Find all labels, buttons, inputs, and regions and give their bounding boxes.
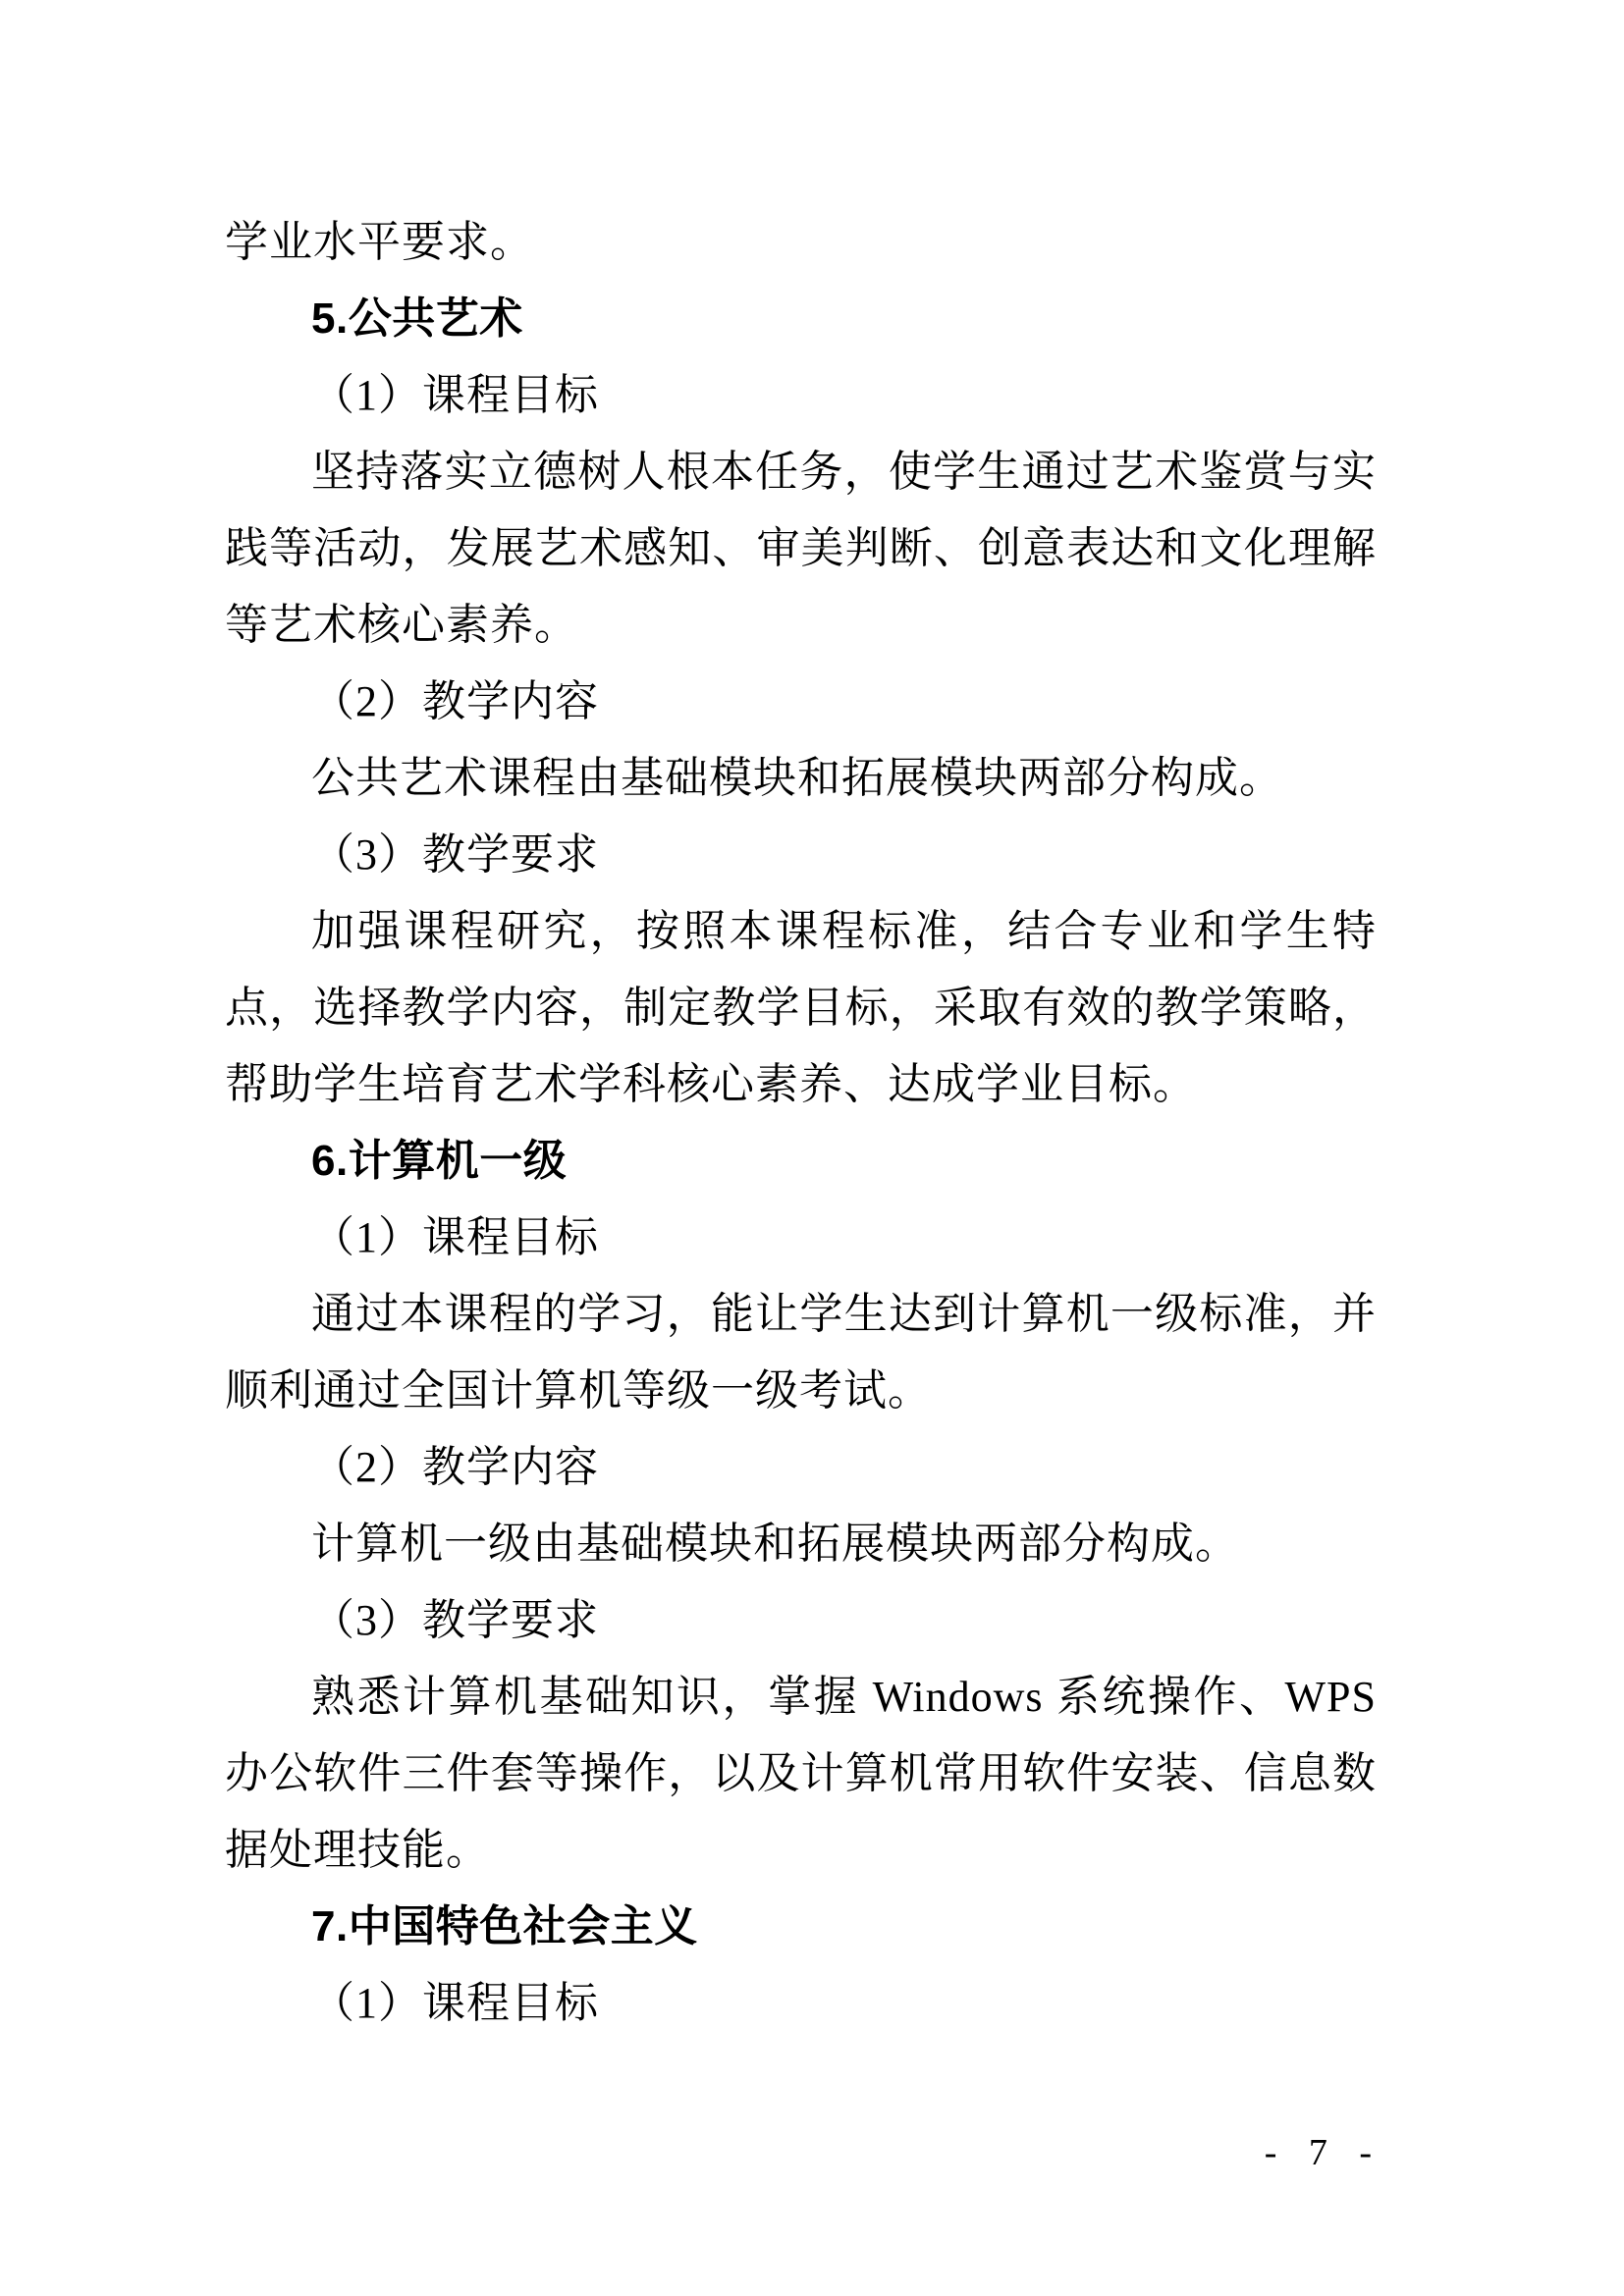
document-body xyxy=(225,204,1377,2042)
paragraph-continuation: 学业水平要求。 xyxy=(225,218,534,266)
subheading-teaching-content: （2）教学内容 xyxy=(311,677,599,725)
paragraph-course-goal-text: 通过本课程的学习，能让学生达到计算机一级标准，并顺利通过全国计算机等级一级考试。 xyxy=(225,1290,1377,1415)
paragraph-teaching-requirements-text: 熟悉计算机基础知识，掌握 Windows 系统操作、WPS 办公软件三件套等操作，以及计算机常用软件安装、信息数据处理技能。 xyxy=(225,1673,1377,1874)
subheading-course-goal: （1）课程目标 xyxy=(311,1979,599,2027)
subheading-teaching-requirements: （3）教学要求 xyxy=(311,830,599,879)
section-heading-7-socialism: 7.中国特色社会主义 xyxy=(311,1902,698,1950)
section-heading-5-public-art: 5.公共艺术 xyxy=(311,294,523,343)
subheading-course-goal: （1）课程目标 xyxy=(311,1213,599,1261)
paragraph-teaching-content-text: 计算机一级由基础模块和拓展模块两部分构成。 xyxy=(311,1520,1239,1568)
subheading-teaching-content: （2）教学内容 xyxy=(311,1443,599,1491)
subheading-teaching-requirements: （3）教学要求 xyxy=(311,1596,599,1644)
paragraph-teaching-content-text: 公共艺术课程由基础模块和拓展模块两部分构成。 xyxy=(311,754,1283,802)
section-heading-6-computer-level1: 6.计算机一级 xyxy=(311,1137,568,1185)
paragraph-course-goal-text: 坚持落实立德树人根本任务，使学生通过艺术鉴赏与实践等活动，发展艺术感知、审美判断、创意表达和文化理解等艺术核心素养。 xyxy=(225,448,1377,649)
paragraph-teaching-requirements-text: 加强课程研究，按照本课程标准，结合专业和学生特点，选择教学内容，制定教学目标，采取有效的教学策略，帮助学生培育艺术学科核心素养、达成学业目标。 xyxy=(225,907,1377,1108)
page-number: - 7 - xyxy=(1264,2132,1379,2173)
subheading-course-goal: （1）课程目标 xyxy=(311,371,599,419)
